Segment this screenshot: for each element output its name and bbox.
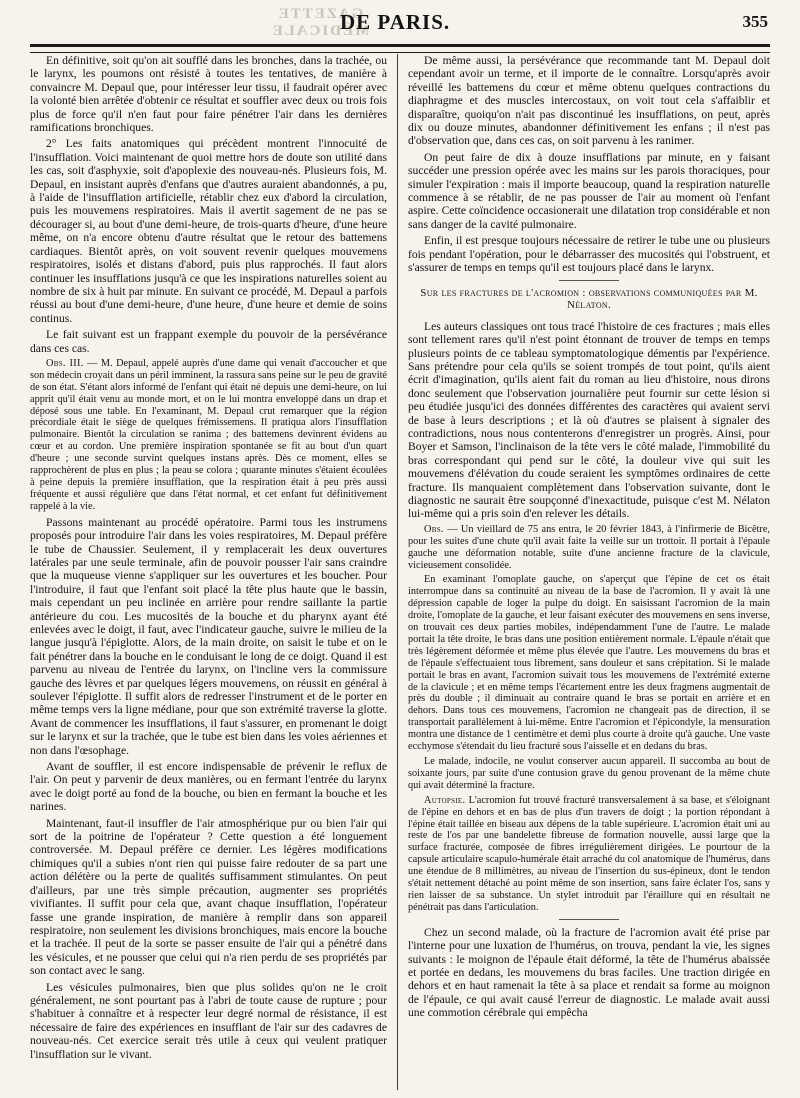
paragraph: Les vésicules pulmonaires, bien que plus solides qu'on ne le croit généralement, ne sont pourtant pas à l'abri de toute cause de rupture ; pour s'habituer à connaître et à respecter leur degré normal de résistance, il est nécessaire de faire des expériences en insufflant de l'air sur des cadavres de nouveau-nés. Cet exercice serait très utile à ceux qui veulent pratiquer l'insufflation sur le vivant. (30, 980, 387, 1061)
paragraph: En définitive, soit qu'on ait soufflé dans les bronches, dans la trachée, ou le larynx, les poumons ont résisté à toutes les tentatives, de manière à convaincre M. Depaul que, pour intéresser leur tissu, il faudrait opérer avec la volonté bien arrêtée d'obtenir ce résultat et souffler avec deux ou trois fois plus de force qu'il n'en faut pour faire pénétrer l'air dans les dernières ramifications bronchiques. (30, 54, 387, 135)
observation-text: — M. Depaul, appelé auprès d'une dame qui venait d'accoucher et que son médecin croyait dans un péril imminent, la rassura sans peine sur le peu de gravité de son état. S'étant alors informé de l'enfant qui était né depuis une demi-heure, on lui apprit qu'il était venu au monde mort, et on le lui montra enveloppé dans un drap et déposé sous une table. En l'examinant, M. Depaul crut remarquer que la région précordiale était le siège de quelques frémissemens. Il pratiqua alors l'insufflation pulmonaire. Bientôt la circulation se ranima ; des battemens devinrent évidens au cœur et au cordon. Une première inspiration spontanée se fit au bout d'un quart d'heure ; une seconde survint quelques instans après. Dès ce moment, elles se rapprochèrent de plus en plus ; la peau se colora ; quarante minutes s'étaient écoulées à peine depuis la première insufflation, que la respiration était à peu près aussi fréquente et aussi régulière que dans l'état normal, et cet enfant fut définitivement rappelé à la vie. (30, 357, 387, 512)
page-header (30, 8, 770, 34)
paragraph: Passons maintenant au procédé opératoire. Parmi tous les instrumens proposés pour introduire l'air dans les voies respiratoires, M. Depaul préfère le tube de Chaussier. Seulement, il y remplacerait les deux ouvertures latérales par une seule terminale, afin de pouvoir pousser l'air sans craindre que la muqueuse vienne s'appliquer sur les ouvertures et les boucher. Pour l'introduire, il faut que l'enfant soit placé la tête plus haute que le bassin, mais cependant un peu inclinée en arrière pour rendre saillante la partie antérieure du cou. Les mucosités de la bouche et du pharynx ayant été enlevées avec le doigt, il faut, avec l'indicateur gauche, suivre le milieu de la langue jusqu'à l'épiglotte. Alors, de la main droite, on saisit le tube et on le fait pénétrer dans la bouche en le conduisant le long de ce doigt. Quand il est parvenu au niveau de l'entrée du larynx, on l'incline vers la commissure gauche des lèvres et par quelques légers mouvemens, on réussit en général à soulever l'épiglotte. Il suffit alors de redresser l'instrument et de le porter en même temps vers la ligne médiane, pour que son extrémité traverse la glotte. Avant de commencer les insufflations, il faut s'assurer, en promenant le doigt sur le larynx et sur la trachée, que le tube est bien dans les voies aériennes et non dans l'œsophage. (30, 515, 387, 757)
paragraph: Chez un second malade, où la fracture de l'acromion avait été prise par l'interne pour une luxation de l'humérus, on trouva, pendant la vie, les signes suivants : le moignon de l'épaule était déformé, la tête de l'humérus abaissée et portée en dedans, les mouvemens du bras faciles. Une traction dirigée en dehors et en haut ramenait la tête à sa place et rendait sa forme au moignon de l'épaule, ce qui avait causé l'erreur de diagnostic. Le malade avait aussi une commotion cérébrale qui empêcha (408, 925, 770, 1020)
autopsy-paragraph (408, 795, 770, 914)
observation-text: — Un vieillard de 75 ans entra, le 20 février 1843, à l'infirmerie de Bicêtre, pour les suites d'une chute qu'il avait faite la veille sur un trottoir. Il portait à l'épaule gauche une déformation notable, suite d'une ancienne fracture de la clavicule, vicieusement consolidée. (408, 523, 770, 571)
paragraph: Les auteurs classiques ont tous tracé l'histoire de ces fractures ; mais elles sont tellement rares qu'il n'est point étonnant de trouver de temps en temps plusieurs points de ce tableau symptomatologique démentis par l'expérience. Sans prétendre pour cela qu'ils se soient trompés de tout point, qu'ils aient écrit d'imagination, qu'ils aient fait du roman au lieu d'histoire, nous dirons donc seulement que l'observation journalière peut fournir sur cette lésion si peu étudiée jusqu'ici des données différentes des caractères qui avaient servi de base à leurs descriptions ; et là où d'autres se plaisent à signaler des contradictions, nous nous contenterons d'enregistrer un progrès. Ainsi, pour Boyer et Samson, l'inclinaison de la tête vers le côté malade, l'immobilité du bras correspondant qui pend sur le côté, la douleur vive qui suit les mouvemens d'élévation du coude seraient les symptômes ordinaires de cette fracture. Ils manquaient complètement dans l'observation suivante, dont le diagnostic ne saurait être soupçonné d'inexactitude, puisque c'est M. Nélaton lui-même qui a pris soin d'en relever les détails. (408, 319, 770, 521)
header-rule (30, 44, 770, 53)
paragraph: Maintenant, faut-il insuffler de l'air atmosphérique pur ou bien l'air qui sort de la poitrine de l'opérateur ? Cette question a été longuement controversée. M. Depaul préfère ce dernier. Les légères modifications chimiques qu'il a subies n'ont rien qui puisse faire redouter de sa part une action délétère ou la perte de qualités suffisamment stimulantes. On peut d'ailleurs, par une très simple précaution, augmenter ses propriétés vivifiantes. Il suffit pour cela que, avant chaque insufflation, l'opérateur fasse une grande inspiration, de manière à remplir dans son appareil respiratoire, non seulement les divisions bronchiques, mais encore la bouche et la trachée. Il peut de la sorte se passer ensuite de l'air qui a pénétré dans les vésicules, et ne pousser que celui qui n'a rien perdu de ses propriétés par son contact avec le sang. (30, 816, 387, 978)
running-title: DE PARIS. (340, 10, 451, 34)
observation-paragraph (30, 358, 387, 513)
page-number: 355 (742, 12, 768, 31)
paragraph: Enfin, il est presque toujours nécessaire de retirer le tube une ou plusieurs fois pendant l'opération, pour le débarrasser des mucosités qui l'obstruent, et s'assurer de temps en temps qu'il est toujours placé dans le larynx. (408, 234, 770, 275)
paragraph: On peut faire de dix à douze insufflations par minute, en y faisant succéder une pression opérée avec les mains sur les parois thoraciques, pour simuler l'expiration : mais il importe beaucoup, quand la respiration naturelle commence à se rétablir, de ne pas pousser de l'air au moment où l'enfant aspire. Cette coïncidence occasionerait une dilatation trop considérable et non sans danger de la cavité pulmonaire. (408, 150, 770, 231)
right-column (408, 54, 770, 1090)
section-title: Sur les fractures de l'acromion : observations communiquées par M. Nélaton. (420, 286, 758, 312)
left-column (30, 54, 387, 1090)
observation-paragraph: En examinant l'omoplate gauche, on s'aperçut que l'épine de cet os était interrompue dans sa continuité au niveau de la base de l'acromion. Il y avait là une dépression capable de loger la pulpe du doigt. En saisissant l'acromion de la main droite, l'omoplate de la gauche, et leur faisant exécuter des mouvemens en sens inverse, on trouvait ces deux parties mobiles, indépendamment l'une de l'autre. Le malade portait la tête droite, le bras dans une position entièrement normale. L'épaule n'était que très légèrement déformée et même plus élevée que l'autre. Les mouvemens du bras et de l'épaule s'effectuaient tous librement, sans douleur et sans crépitation. Si le malade portait le bras en avant, l'acromion suivait tous les mouvemens de l'extrémité externe de la clavicule ; et en même temps l'écartement entre les deux fragmens augmentait de près du double ; il diminuait au contraire quand le bras se portait en arrière et en dehors. Dans tous ces mouvemens, l'acromion ne changeait pas de direction, il se transportait parallèlement à lui-même. Entre l'acromion et l'épicondyle, la mensuration montra une distance de 1 centimètre et demi plus courte à droite qu'à gauche. Une vaste ecchymose s'étendait du lieu fracturé sous l'aisselle et en dedans du bras. (408, 574, 770, 753)
paragraph: De même aussi, la persévérance que recommande tant M. Depaul doit cependant avoir un terme, et il importe de le connaître. Lorsqu'après avoir réveillé les battemens du cœur et même obtenu quelques contractions du diaphragme et des muscles intercostaux, on voit tout cela s'affaiblir et disparaître, quoiqu'on n'ait pas discontinué les insufflations, on peut, après dix ou douze minutes, abandonner définitivement les enfans ; il n'est pas d'observation que, dans ces cas, on soit parvenu à les ranimer. (408, 54, 770, 148)
paragraph: Le fait suivant est un frappant exemple du pouvoir de la persévérance dans ces cas. (30, 328, 387, 355)
observation-paragraph (408, 524, 770, 572)
observation-label: Obs. (424, 523, 444, 535)
observation-paragraph: Le malade, indocile, ne voulut conserver aucun appareil. Il succomba au bout de soixante jours, par suite d'une contusion grave du genou provenant de la même chute qui avait déterminé la fracture. (408, 756, 770, 791)
observation-label: Obs. III. (46, 357, 84, 369)
paragraph: 2° Les faits anatomiques qui précèdent montrent l'innocuité de l'insufflation. Voici maintenant de quoi mettre hors de doute son utilité dans les cas, soit d'asphyxie, soit d'apoplexie des nouveau-nés. Plusieurs fois, M. Depaul, en insistant auprès d'enfans que d'autres auraient abandonnés, a pu, à l'aide de l'insufflation artificielle, rétablir chez eux d'abord la circulation, puis les mouvemens respiratoires. Mais il avertit sagement de ne pas se décourager si, au bout d'une demi-heure, de trois-quarts d'heure, d'une heure même, on n'a encore obtenu d'autre résultat que le retour des battemens cardiaques. Bientôt après, on voit souvent revenir quelques mouvemens respiratoires, isolés et distans d'abord, puis plus rapprochés. Il faut alors continuer les insufflations jusqu'à ce que les inspirations naturelles soient au nombre de six à huit par minute. En suivant ce procédé, M. Depaul a parfois réussi au bout d'une demi-heure, d'une heure, d'une heure et demie de soins continus. (30, 137, 387, 325)
autopsy-text: L'acromion fut trouvé fracturé transversalement à sa base, et s'éloignant de l'épine en dehors et en bas de plus d'un travers de doigt ; la portion répondant à l'épine était taillée en biseau aux dépens de la table supérieure. L'acromion était uni au reste de l'os par une bandelette fibreuse de formation nouvelle, aussi large que la surface fracturée, composée de fibres irrégulièrement dirigées. Le pourtour de la capsule articulaire scapulo-humérale était arraché du col anatomique de l'humérus, dans une étendue de 8 millimètres, au niveau de l'insertion du sus-épineux, dont le tendon s'était nettement détaché au point même de son insertion, sans faire éclater l'os, sans y rien laisser de sa substance. Un stylet introduit par l'éraillure qui en résultait ne pénétrait pas dans l'articulation. (408, 794, 770, 913)
autopsy-label: Autopsie. (424, 794, 466, 806)
section-separator (559, 919, 619, 920)
column-divider (397, 54, 398, 1090)
section-separator (559, 280, 619, 281)
paragraph: Avant de souffler, il est encore indispensable de prévenir le reflux de l'air. On peut y parvenir de deux manières, ou en fermant l'entrée du larynx avec le doigt porté au fond de la bouche, ou bien en fermant la bouche et les narines. (30, 760, 387, 814)
bleed-through-text: GAZETTE MÉDICALE (270, 6, 370, 39)
